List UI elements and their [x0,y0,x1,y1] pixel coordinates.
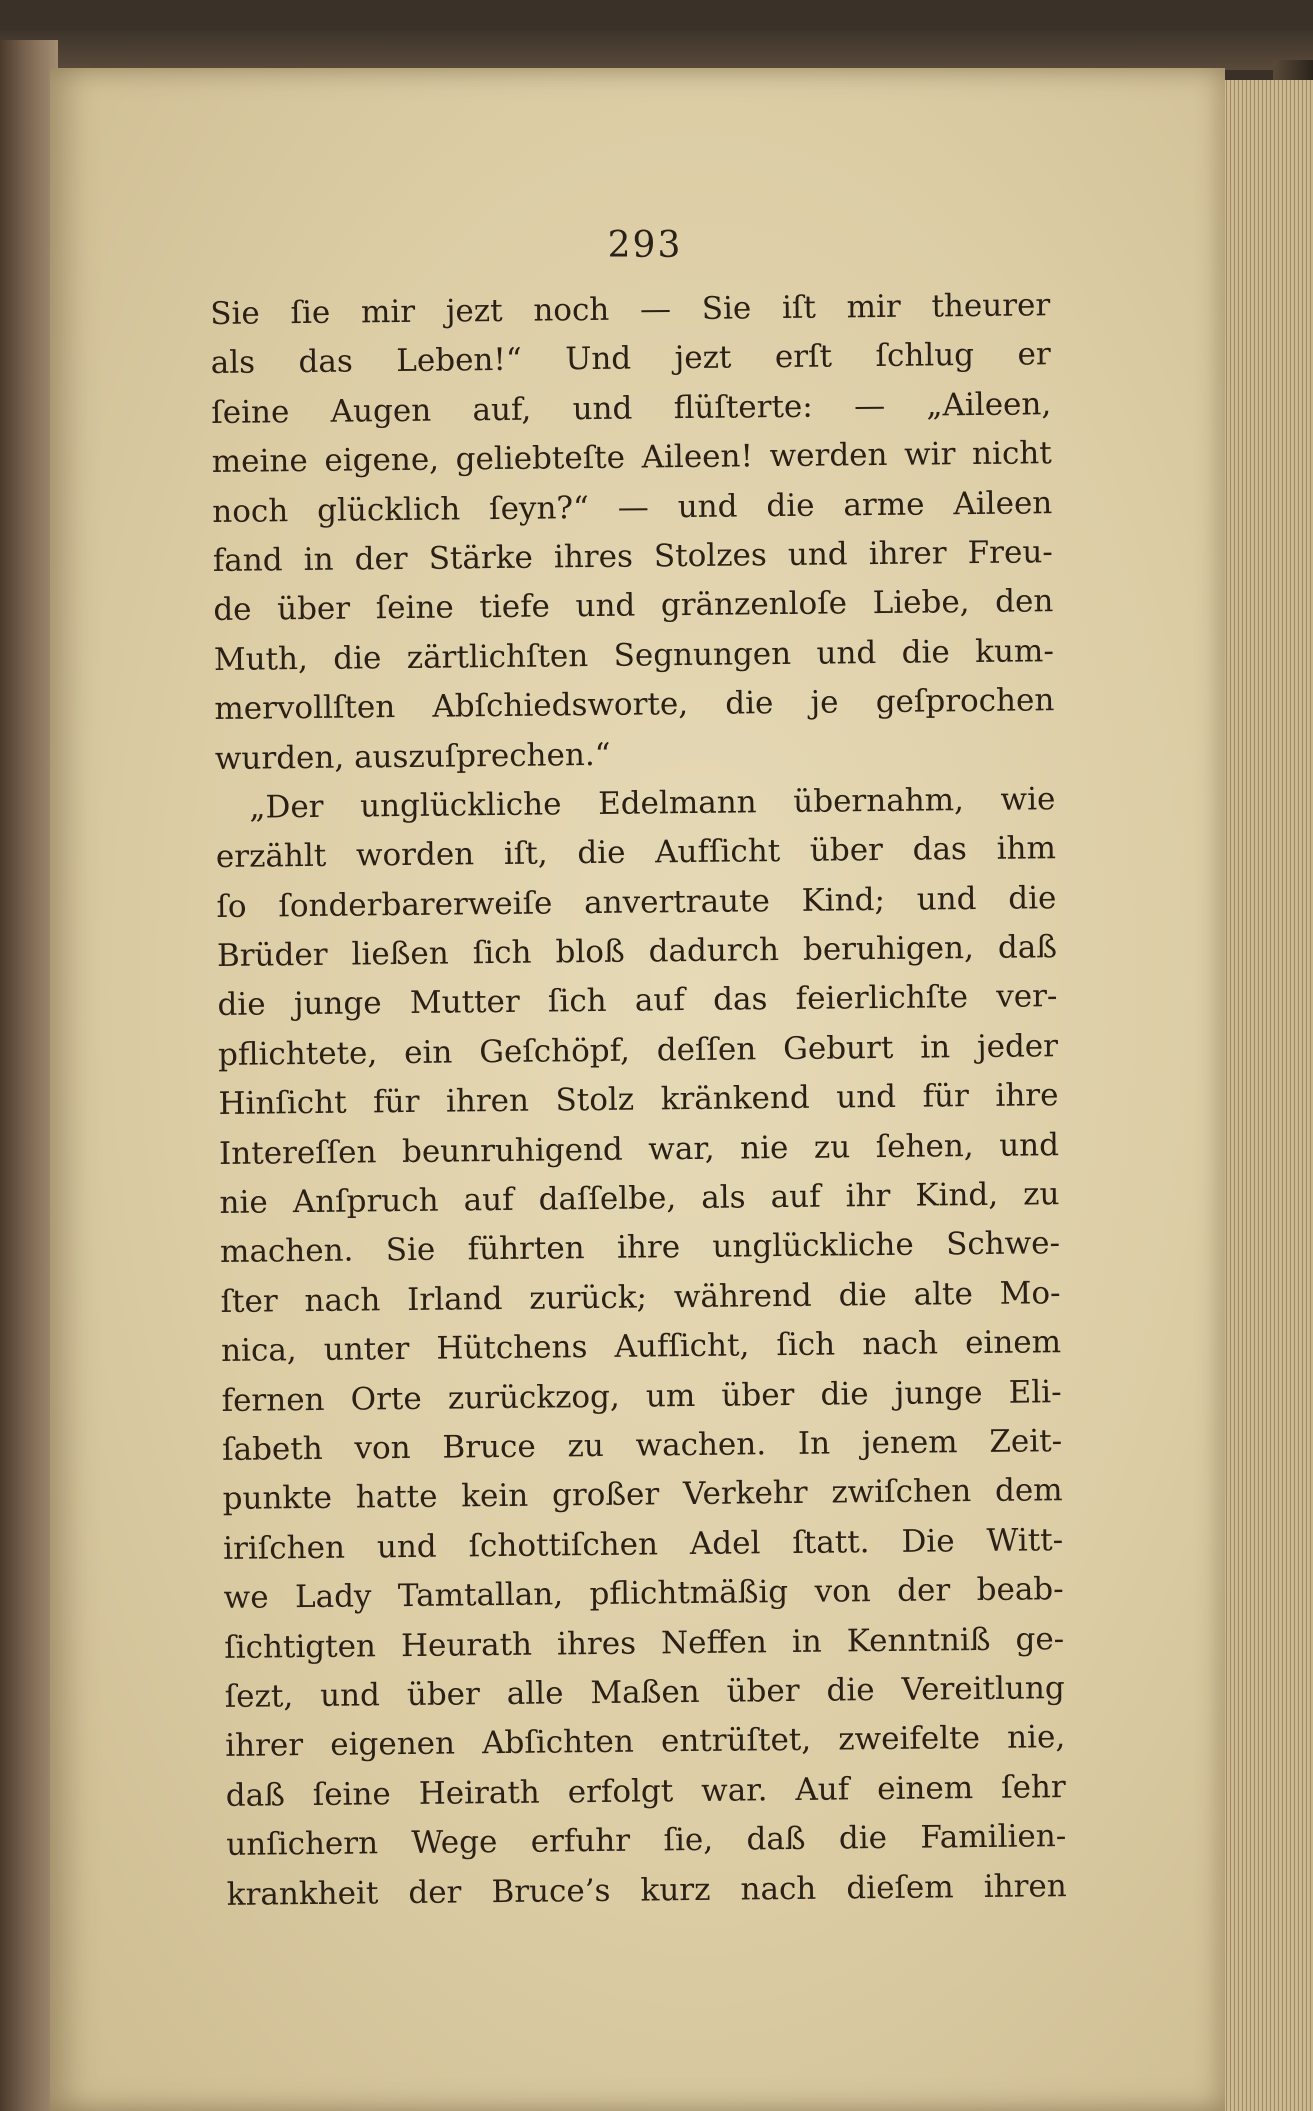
text-line: mervollſten Abſchiedsworte, die je geſprochen [214,682,1055,728]
body-text [210,281,1067,1920]
text-line: de über ſeine tiefe und gränzenloſe Liebe, den [213,583,1054,629]
text-line: Hinſicht für ihren Stolz kränkend und für ihre [218,1077,1059,1123]
text-line: Intereſſen beunruhigend war, nie zu ſehen, und [218,1126,1060,1172]
text-line: krankheit der Bruce’s kurz nach dieſem ihren [226,1867,1067,1913]
text-line: ihrer eigenen Abſichten entrüſtet, zweifelte nie, [225,1719,1066,1765]
text-line: Sie ſie mir jezt noch — Sie iſt mir theurer [210,287,1051,332]
text-line: nica, unter Hütchens Aufſicht, ſich nach einem [220,1324,1062,1370]
text-line: machen. Sie führten ihre unglückliche Schwe- [219,1225,1061,1271]
text-line: Muth, die zärtlichſten Segnungen und die kum- [213,632,1055,678]
text-line: „Der unglückliche Edelmann übernahm, wie [249,781,1056,826]
text-line: ſo ſonderbarerweiſe anvertraute Kind; und die [216,879,1057,925]
text-line: Brüder ließen ſich bloß dadurch beruhigen, daß [216,929,1058,975]
book-cover-top [0,30,1313,70]
text-line: noch glücklich ſeyn?“ — und die arme Aileen [212,484,1053,530]
text-line: nie Anſpruch auf daſſelbe, als auf ihr Kind, zu [219,1176,1060,1221]
text-line: ſezt, und über alle Maßen über die Vereitlung [224,1670,1065,1715]
text-line: we Lady Tamtallan, pflichtmäßig von der beab- [223,1571,1064,1617]
text-line: punkte hatte kein großer Verkehr zwiſchen dem [222,1472,1063,1518]
text-line: pflichtete, ein Geſchöpf, deſſen Geburt in jeder [217,1028,1059,1073]
text-line: wurden, auszuſprechen.“ [214,736,611,777]
text-line: daß ſeine Heirath erfolgt war. Auf einem ſehr [225,1768,1066,1814]
text-line: unſichern Wege erfuhr ſie, daß die Familien- [226,1818,1067,1864]
text-line: ſeine Augen auf, und flüſterte: — „Aileen, [211,385,1052,431]
text-line: die junge Mutter ſich auf das feierlichſte ver- [217,978,1058,1024]
text-line: ſter nach Irland zurück; während die alte Mo- [220,1274,1061,1320]
page-number: 293 [607,225,683,266]
text-line: als das Leben!“ Und jezt erſt ſchlug er [210,336,1051,382]
text-line: ſabeth von Bruce zu wachen. In jenem Zeit- [221,1423,1063,1468]
text-line: fernen Orte zurückzog, um über die junge Eli- [221,1373,1062,1419]
text-line: erzählt worden iſt, die Aufſicht über das ihm [215,830,1057,876]
text-line: iriſchen und ſchottiſchen Adel ſtatt. Die Witt- [222,1521,1064,1567]
text-line: ſichtigten Heurath ihres Neffen in Kenntniß ge- [224,1620,1065,1666]
text-line: meine eigene, geliebteſte Aileen! werden wir nicht [211,435,1052,481]
text-line: fand in der Stärke ihres Stolzes und ihrer Freu- [212,534,1053,579]
